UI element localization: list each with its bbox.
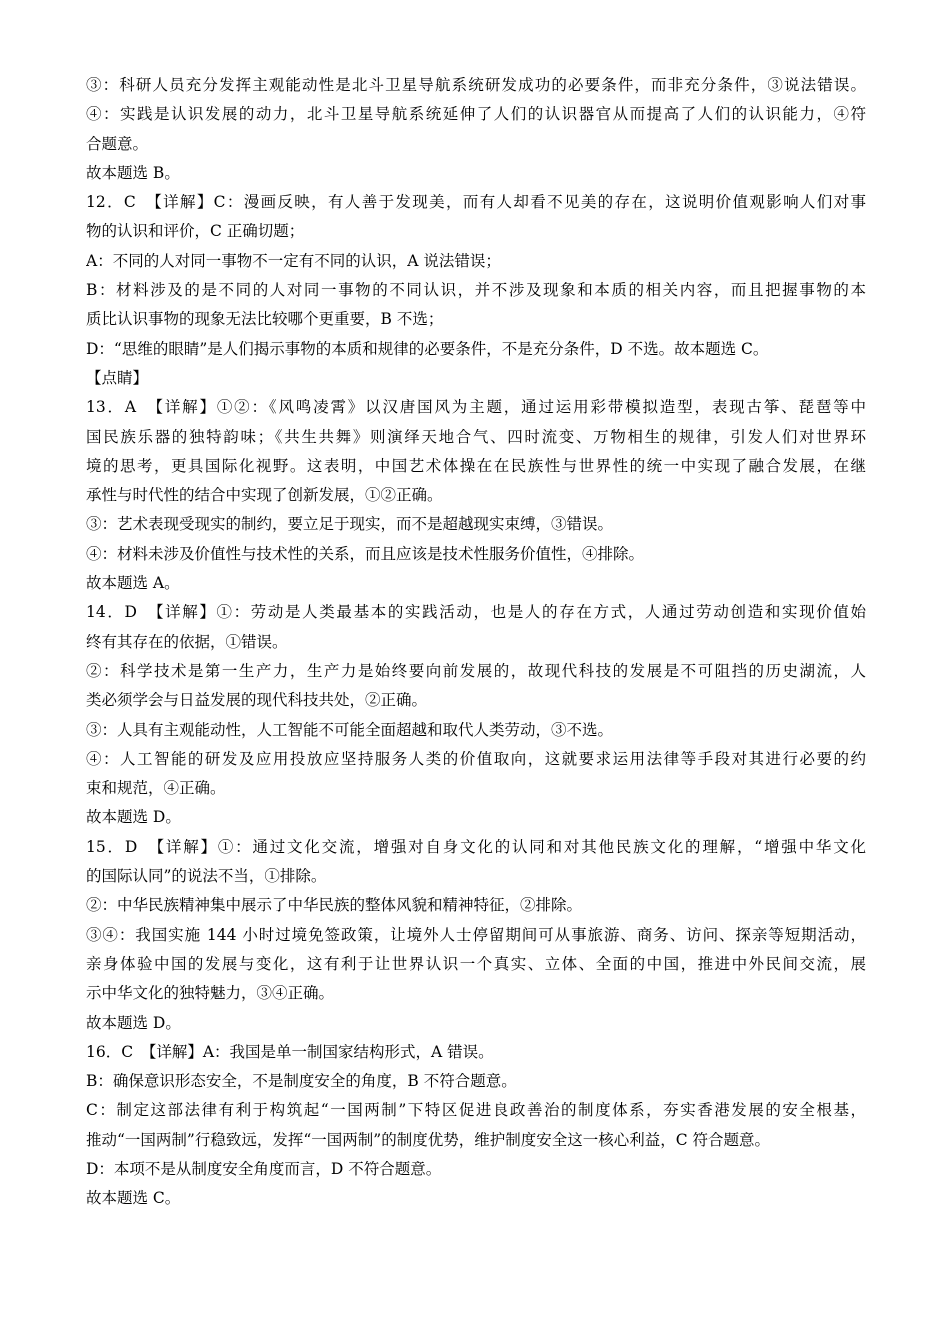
text-line: 故本题选 B。 <box>86 163 180 182</box>
text-line: ③：人具有主观能动性，人工智能不可能全面超越和取代人类劳动，③不选。 <box>86 720 614 739</box>
text-line: 16．C 【详解】A：我国是单一制国家结构形式，A 错误。 <box>86 1042 494 1061</box>
text-line: ③④：我国实施 144 小时过境免签政策，让境外人士停留期间可从事旅游、商务、访问、探亲等短期活动， <box>86 925 866 944</box>
text-line: B：材料涉及的是不同的人对同一事物的不同认识，并不涉及现象和本质的相关内容，而且把握事物的本 <box>86 281 866 300</box>
text-line: 示中华文化的独特魅力，③④正确。 <box>86 984 335 1003</box>
text-line: 物的认识和评价，C 正确切题； <box>86 222 305 241</box>
text-line: 质比认识事物的现象无法比较哪个更重要，B 不选； <box>86 310 444 329</box>
text-line: 终有其存在的依据，①错误。 <box>86 632 288 651</box>
text-line: ④：材料未涉及价值性与技术性的关系，而且应该是技术性服务价值性，④排除。 <box>86 544 645 563</box>
text-line: ②：中华民族精神集中展示了中华民族的整体风貌和精神特征，②排除。 <box>86 896 583 915</box>
text-line: A：不同的人对同一事物不一定有不同的认识，A 说法错误； <box>86 251 501 270</box>
text-line: 15．D 【详解】①：通过文化交流，增强对自身文化的认同和对其他民族文化的理解，“增强中华文化 <box>86 837 866 856</box>
text-line: 14．D 【详解】①：劳动是人类最基本的实践活动，也是人的存在方式，人通过劳动创造和实现价值始 <box>86 603 866 622</box>
text-line: 境的思考，更具国际化视野。这表明，中国艺术体操在在民族性与世界性的统一中实现了融合发展，在继 <box>86 456 866 475</box>
text-line: ②：科学技术是第一生产力，生产力是始终要向前发展的，故现代科技的发展是不可阻挡的历史湖流，人 <box>86 661 866 680</box>
text-line: ③：艺术表现受现实的制约，要立足于现实，而不是超越现实束缚，③错误。 <box>86 515 614 534</box>
text-line: 故本题选 D。 <box>86 1013 181 1032</box>
text-line: 推动“一国两制”行稳致远，发挥“一国两制”的制度优势，维护制度安全这一核心利益，C 符合题意。 <box>86 1130 770 1149</box>
text-line: ④：人工智能的研发及应用投放应坚持服务人类的价值取向，这就要求运用法律等手段对其进行必要的约 <box>86 749 866 768</box>
text-line: 【点睛】 <box>86 368 149 387</box>
text-line: 承性与时代性的结合中实现了创新发展，①②正确。 <box>86 486 443 505</box>
text-line: 束和规范，④正确。 <box>86 779 226 798</box>
text-line: 故本题选 D。 <box>86 808 181 827</box>
text-line: C：制定这部法律有利于构筑起“一国两制”下特区促进良政善治的制度体系，夯实香港发展的安全根基， <box>86 1101 866 1120</box>
text-line: D：本项不是从制度安全角度而言，D 不符合题意。 <box>86 1159 442 1178</box>
text-line: 故本题选 A。 <box>86 574 180 593</box>
text-line: 13．A 【详解】①②：《风鸣凌霄》以汉唐国风为主题，通过运用彩带模拟造型，表现古筝、琵琶等中 <box>86 398 866 417</box>
text-line: 亲身体验中国的发展与变化，这有利于让世界认识一个真实、立体、全面的中国，推进中外民间交流，展 <box>86 954 866 973</box>
text-line: B：确保意识形态安全，不是制度安全的角度，B 不符合题意。 <box>86 1072 517 1091</box>
text-line: ③：科研人员充分发挥主观能动性是北斗卫星导航系统研发成功的必要条件，而非充分条件，③说法错误。 <box>86 76 866 94</box>
text-line: 的国际认同”的说法不当，①排除。 <box>86 867 327 886</box>
text-line: 故本题选 C。 <box>86 1189 181 1208</box>
text-line: D：“思维的眼睛”是人们揭示事物的本质和规律的必要条件，不是充分条件，D 不选。故本题选 C。 <box>86 339 769 358</box>
answer-explanation-page <box>86 71 866 1214</box>
text-line: 12．C 【详解】C：漫画反映，有人善于发现美，而有人却看不见美的存在，这说明价值观影响人们对事 <box>86 193 866 212</box>
text-line: 类必须学会与日益发展的现代科技共处，②正确。 <box>86 691 428 710</box>
text-line: 国民族乐器的独特韵味；《共生共舞》则演绎天地合气、四时流变、万物相生的规律，引发人们对世界环 <box>86 427 866 446</box>
text-line: 合题意。 <box>86 134 149 153</box>
text-line: ④：实践是认识发展的动力，北斗卫星导航系统延伸了人们的认识器官从而提高了人们的认识能力，④符 <box>86 105 866 124</box>
